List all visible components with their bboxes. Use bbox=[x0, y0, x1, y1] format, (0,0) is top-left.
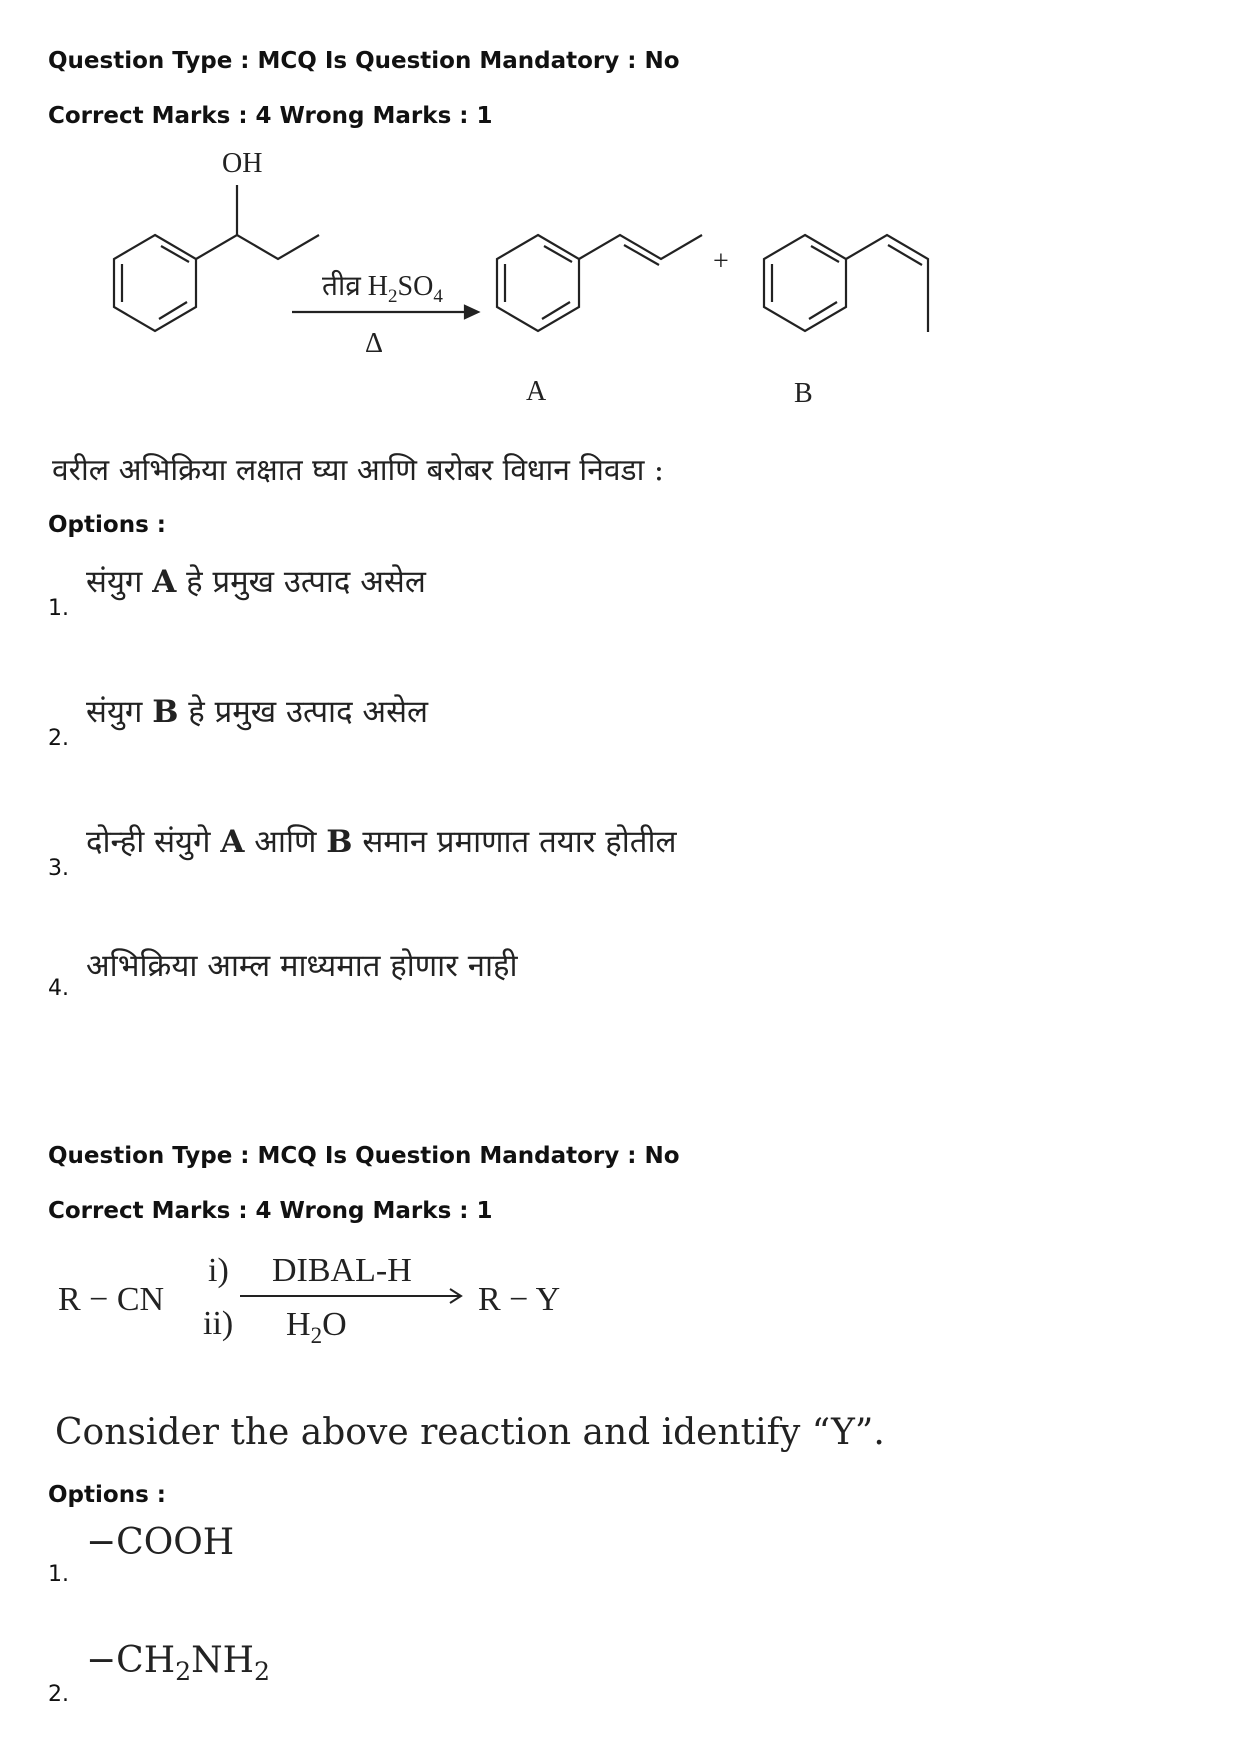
option-number: 1. bbox=[48, 1562, 69, 1587]
q1-marks: Correct Marks : 4 Wrong Marks : 1 bbox=[48, 103, 493, 129]
q2-options-label: Options : bbox=[48, 1482, 166, 1508]
step1-label: i) bbox=[208, 1252, 229, 1289]
option-text: संयुग A हे प्रमुख उत्पाद असेल bbox=[86, 564, 426, 600]
step2-label: ii) bbox=[203, 1305, 234, 1342]
option-text: संयुग B हे प्रमुख उत्पाद असेल bbox=[86, 694, 429, 730]
q2-stem: Consider the above reaction and identify “Y”. bbox=[55, 1412, 885, 1453]
q1-question-type: Question Type : MCQ Is Question Mandatory : No bbox=[48, 48, 680, 74]
q1-reaction-svg bbox=[40, 140, 960, 420]
reactant-benzene-ring bbox=[114, 235, 196, 331]
oh-group-label: OH bbox=[222, 148, 263, 179]
option-number: 4. bbox=[48, 976, 69, 1001]
option-text: $-CH_2NH_2$ bbox=[86, 1640, 271, 1687]
q2-reaction-svg bbox=[50, 1238, 610, 1348]
q2-question-type: Question Type : MCQ Is Question Mandatory : No bbox=[48, 1143, 680, 1169]
q2-marks: Correct Marks : 4 Wrong Marks : 1 bbox=[48, 1198, 493, 1224]
option-number: 3. bbox=[48, 856, 69, 881]
product-b-benzene-ring bbox=[764, 235, 846, 331]
q1-stem: वरील अभिक्रिया लक्षात घ्या आणि बरोबर विधान निवडा : bbox=[52, 453, 664, 488]
step1-reagent: DIBAL-H bbox=[272, 1252, 412, 1289]
option-number: 1. bbox=[48, 596, 69, 621]
option-number: 2. bbox=[48, 1682, 69, 1707]
option-text: दोन्ही संयुगे A आणि B समान प्रमाणात तयार होतील bbox=[86, 824, 677, 860]
product-a-label: A bbox=[526, 376, 547, 407]
step2-reagent: $H_2O$ bbox=[286, 1306, 347, 1348]
product-a-benzene-ring bbox=[497, 235, 579, 331]
q1-options-label: Options : bbox=[48, 512, 166, 538]
heat-condition-label: Δ bbox=[365, 328, 384, 359]
q2-reaction-scheme bbox=[50, 1238, 610, 1348]
reagent-label: तीव्र $H_2SO_4$ bbox=[322, 271, 443, 307]
q1-reaction-scheme bbox=[40, 140, 960, 420]
option-text: अभिक्रिया आम्ल माध्यमात होणार नाही bbox=[86, 948, 518, 984]
option-number: 2. bbox=[48, 726, 69, 751]
product-label: R − Y bbox=[478, 1281, 561, 1318]
product-b-label: B bbox=[794, 378, 813, 409]
plus-sign: + bbox=[713, 246, 729, 277]
option-text: −COOH bbox=[86, 1522, 235, 1563]
reactant-label: R − CN bbox=[58, 1281, 165, 1318]
